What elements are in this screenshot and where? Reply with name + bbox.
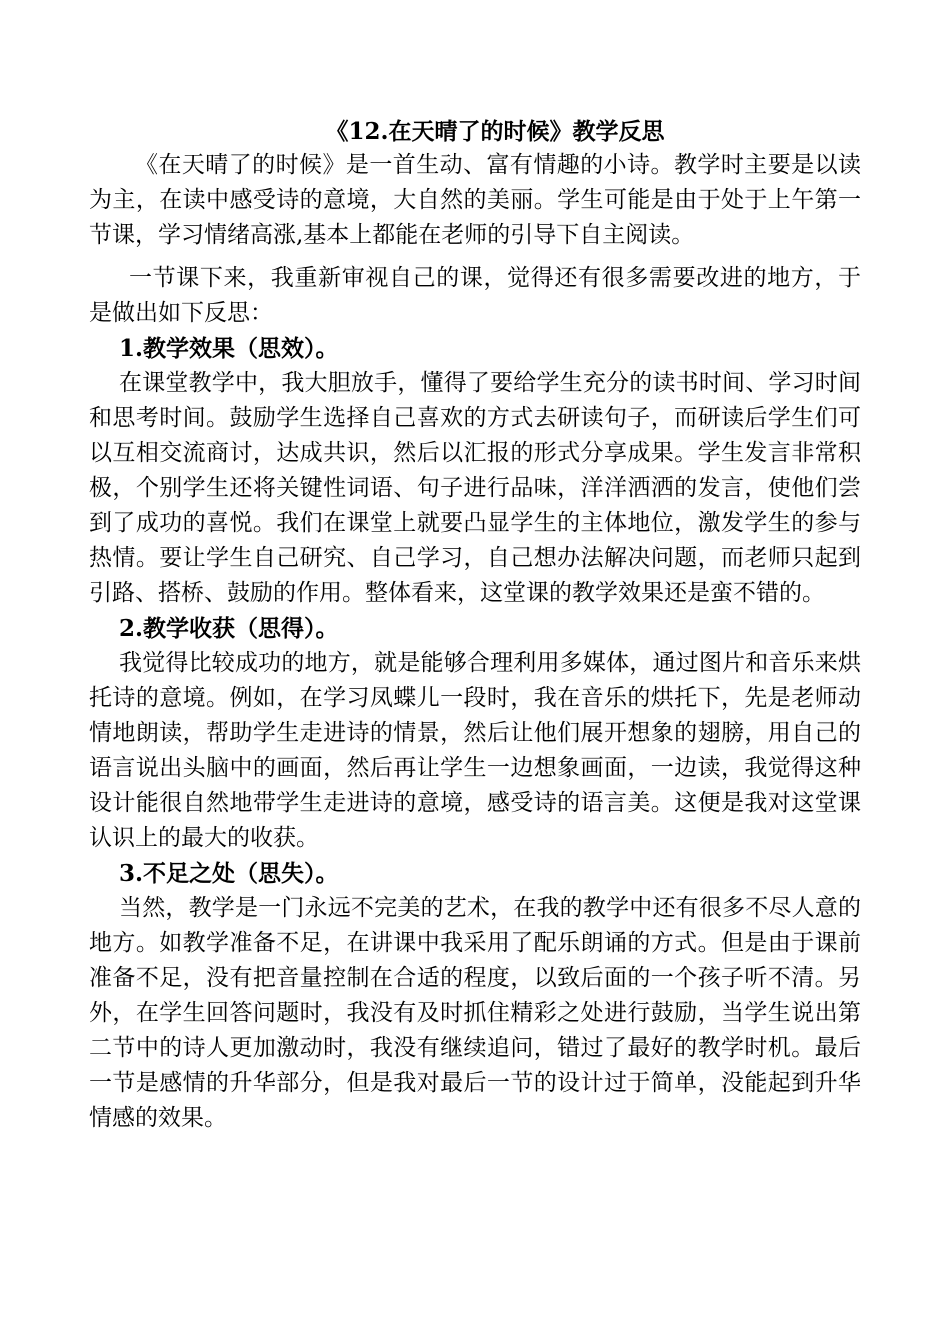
section-body-effect: 在课堂教学中，我大胆放手，懂得了要给学生充分的读书时间、学习时间和思考时间。鼓励学生选择自己喜欢的方式去研读句子，而研读后学生们可以互相交流商讨，达成共识，然后以汇报的形式分享成果。学生发言非常积极，个别学生还将关键性词语、句子进行品味，洋洋洒洒的发言，使他们尝到了成功的喜悦。我们在课堂上就要凸显学生的主体地位，激发学生的参与热情。要让学生自己研究、自己学习，自己想办法解决问题，而老师只起到引路、搭桥、鼓励的作用。整体看来，这堂课的教学效果还是蛮不错的。 [89,370,861,606]
intro-paragraph: 《在天晴了的时候》是一首生动、富有情趣的小诗。教学时主要是以读为主，在读中感受诗的意境，大自然的美丽。学生可能是由于处于上午第一节课，学习情绪高涨,基本上都能在老师的引导下自主阅读。 [89,152,861,248]
section-heading-shortcoming: 3.不足之处（思失）。 [119,860,339,887]
document-page [89,116,861,1136]
intro-paragraph: 一节课下来，我重新审视自己的课，觉得还有很多需要改进的地方，于是做出如下反思： [89,265,861,326]
paragraph-gap [89,253,861,261]
section-body-gain: 我觉得比较成功的地方，就是能够合理利用多媒体，通过图片和音乐来烘托诗的意境。例如，在学习凤蝶儿一段时，我在音乐的烘托下，先是老师动情地朗读，帮助学生走进诗的情景，然后让他们展开想象的翅膀，用自己的语言说出头脑中的画面，然后再让学生一边想象画面，一边读，我觉得这种设计能很自然地带学生走进诗的意境，感受诗的语言美。这便是我对这堂课认识上的最大的收获。 [89,650,861,851]
section-heading-gain: 2.教学收获（思得）。 [119,615,339,642]
document-title: 《12.在天晴了的时候》教学反思 [325,118,665,145]
section-heading-effect: 1.教学效果（思效）。 [119,335,339,362]
section-body-shortcoming: 当然，教学是一门永远不完美的艺术，在我的教学中还有很多不尽人意的地方。如教学准备不足，在讲课中我采用了配乐朗诵的方式。但是由于课前准备不足，没有把音量控制在合适的程度，以致后面的一个孩子听不清。另外，在学生回答问题时，我没有及时抓住精彩之处进行鼓励，当学生说出第二节中的诗人更加激动时，我没有继续追问，错过了最好的教学时机。最后一节是感情的升华部分，但是我对最后一节的设计过于简单，没能起到升华情感的效果。 [89,895,861,1131]
